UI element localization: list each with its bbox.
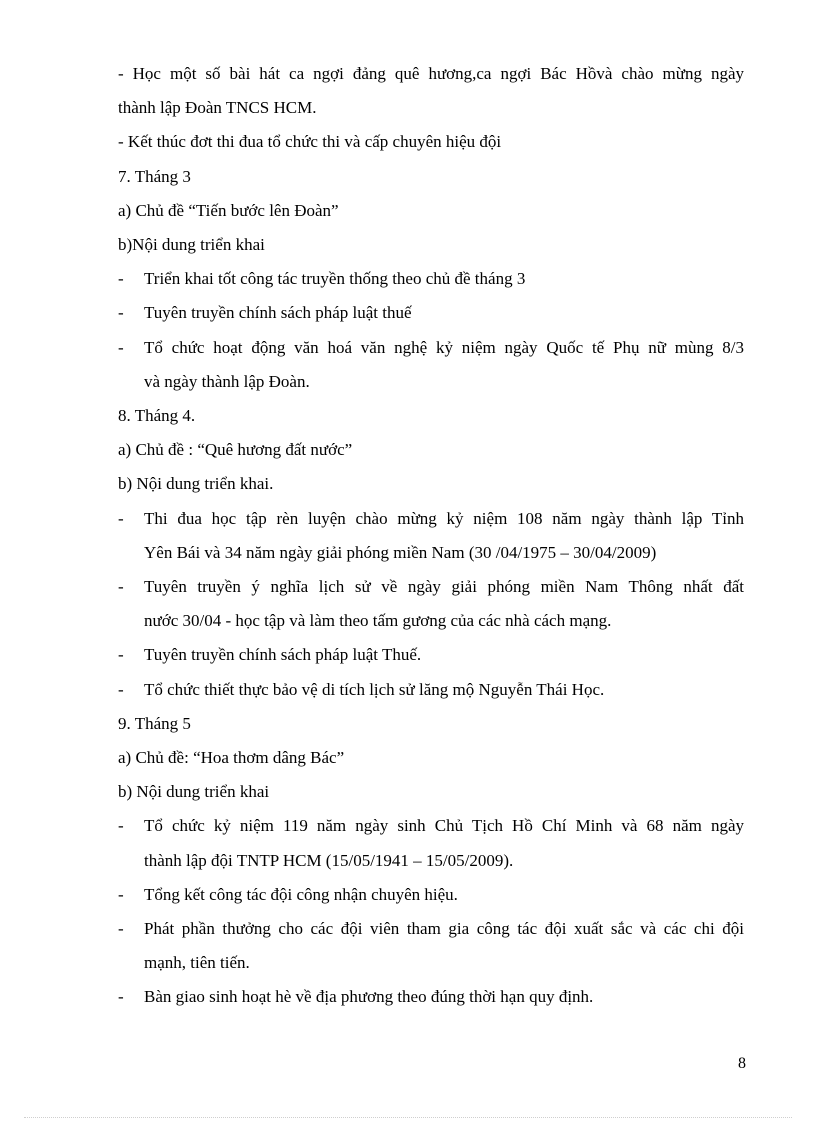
line-text: Tuyên truyền chính sách pháp luật Thuế. [144, 645, 422, 664]
bullet-dash: - [118, 919, 124, 938]
text-line: a) Chủ đề : “Quê hương đất nước” [118, 440, 353, 459]
bullet-dash: - [118, 645, 124, 664]
line-text: Tổ chức kỷ niệm 119 năm ngày sinh Chủ Tịch Hồ Chí Minh và 68 năm ngày [144, 816, 744, 835]
text-line: thành lập Đoàn TNCS HCM. [118, 98, 317, 117]
text-line: a) Chủ đề “Tiến bước lên Đoàn” [118, 201, 339, 220]
bullet-dash: - [118, 885, 124, 904]
text-line: 8. Tháng 4. [118, 406, 196, 425]
bullet-dash: - [118, 303, 124, 322]
line-text: Phát phần thưởng cho các đội viên tham gia công tác đội xuất sắc và các chi đội [144, 919, 744, 938]
bullet-dash: - [118, 577, 124, 596]
text-line: b) Nội dung triển khai. [118, 474, 274, 493]
text-line: 9. Tháng 5 [118, 714, 191, 733]
text-line: - Kết thúc đơt thi đua tổ chức thi và cấp chuyên hiệu đội [118, 132, 502, 151]
line-text: Yên Bái và 34 năm ngày giải phóng miền Nam (30 /04/1975 – 30/04/2009) [144, 543, 657, 562]
line-text: thành lập đội TNTP HCM (15/05/1941 – 15/05/2009). [144, 851, 514, 870]
bullet-dash: - [118, 338, 124, 357]
line-text: Tổng kết công tác đội công nhận chuyên hiệu. [144, 885, 458, 904]
line-text: Tuyên truyền chính sách pháp luật thuế [144, 303, 412, 322]
text-line: a) Chủ đề: “Hoa thơm dâng Bác” [118, 748, 345, 767]
line-text: Tuyên truyền ý nghĩa lịch sử về ngày giải phóng miền Nam Thông nhất đất [144, 577, 744, 596]
bullet-dash: - [118, 816, 124, 835]
bullet-dash: - [118, 680, 124, 699]
line-text: Bàn giao sinh hoạt hè về địa phương theo đúng thời hạn quy định. [144, 987, 594, 1006]
line-text: Thi đua học tập rèn luyện chào mừng kỷ niệm 108 năm ngày thành lập Tỉnh [144, 509, 744, 528]
bullet-dash: - [118, 987, 124, 1006]
bullet-dash: - [118, 509, 124, 528]
page-number: 8 [738, 1055, 746, 1072]
line-text: nước 30/04 - học tập và làm theo tấm gương của các nhà cách mạng. [144, 611, 612, 630]
line-text: và ngày thành lập Đoàn. [144, 372, 310, 391]
footer-rule [24, 1117, 792, 1118]
text-line: - Học một số bài hát ca ngợi đảng quê hương,ca ngợi Bác Hồvà chào mừng ngày [118, 64, 744, 83]
bullet-dash: - [118, 269, 124, 288]
text-line: b) Nội dung triển khai [118, 782, 270, 801]
line-text: Triển khai tốt công tác truyền thống theo chủ đề tháng 3 [144, 269, 526, 288]
line-text: mạnh, tiên tiến. [144, 953, 250, 972]
text-line: 7. Tháng 3 [118, 167, 191, 186]
text-line: b)Nội dung triển khai [118, 235, 265, 254]
line-text: Tổ chức thiết thực bảo vệ di tích lịch sử lăng mộ Nguyễn Thái Học. [144, 680, 605, 699]
line-text: Tổ chức hoạt động văn hoá văn nghệ kỷ niệm ngày Quốc tế Phụ nữ mùng 8/3 [144, 338, 744, 357]
